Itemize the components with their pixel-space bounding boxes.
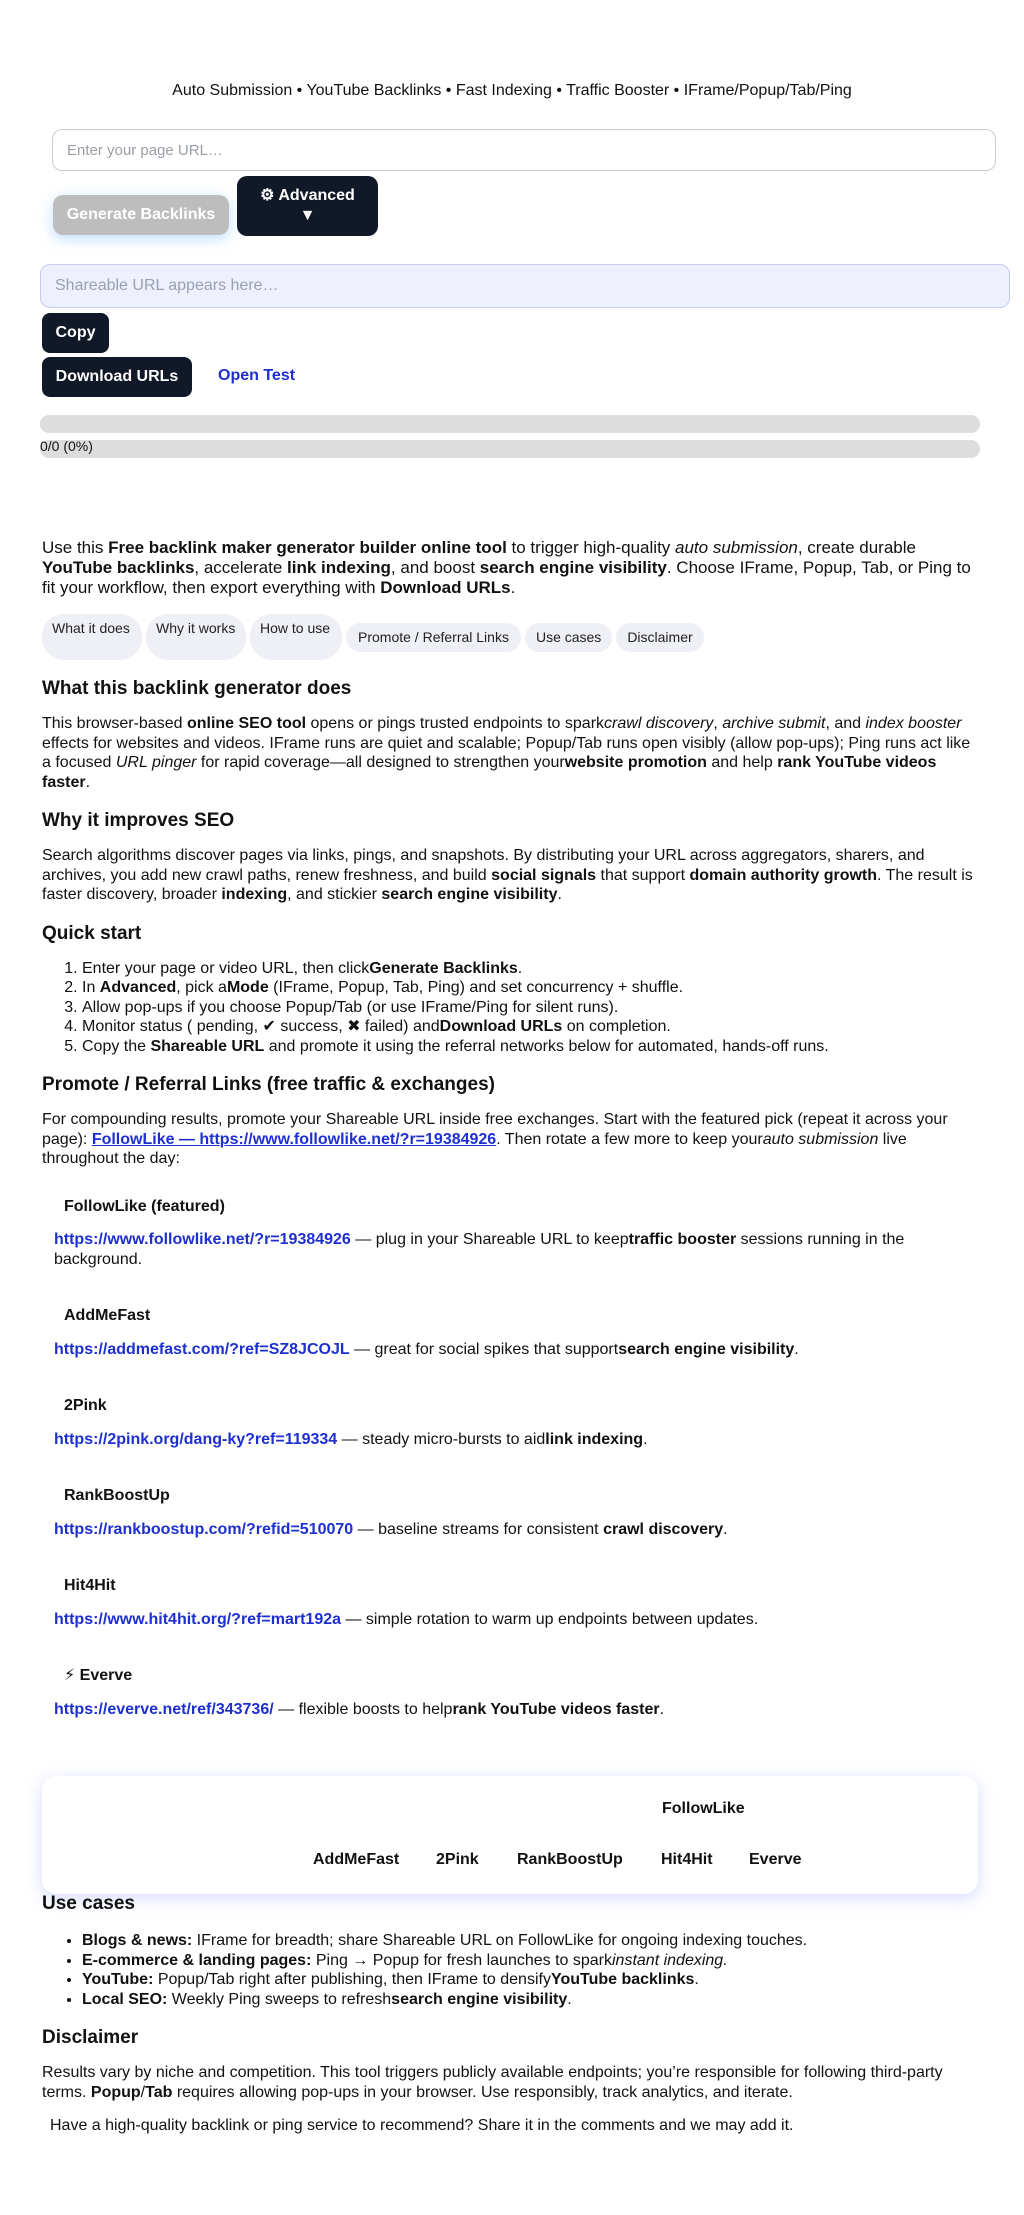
list-item: 2. In Advanced, pick aMode (IFrame, Popup, Tab, Ping) and set concurrency + shuffle.: [82, 978, 982, 998]
copy-button[interactable]: Copy: [42, 313, 109, 353]
tagline: Auto Submission • YouTube Backlinks • Fast Indexing • Traffic Booster • IFrame/Popup/Tab/Ping: [172, 82, 852, 99]
referral-title: Hit4Hit: [64, 1577, 116, 1594]
referral-title: AddMeFast: [64, 1307, 151, 1324]
logo-rankboostup[interactable]: RankBoostUp: [517, 1851, 623, 1868]
progress-track: [40, 440, 980, 458]
use-cases-heading: Use cases: [42, 1893, 135, 1914]
referral-item-followlike: [54, 1197, 982, 1270]
referral-link[interactable]: https://rankboostup.com/?refid=510070: [54, 1520, 354, 1538]
referral-link[interactable]: https://2pink.org/dang-ky?ref=119334: [54, 1430, 338, 1448]
referral-line: https://www.hit4hit.org/?ref=mart192a — simple rotation to warm up endpoints between updates.: [54, 1610, 759, 1628]
referral-item-2pink: [54, 1396, 982, 1449]
promote-paragraph: For compounding results, promote your Shareable URL inside free exchanges. Start with the featured pick (repeat it across your page): FollowLike — https://www.followlike.net/?r=19384926. Then rotate a few more to keep yourauto submission live throughout the day:: [42, 1111, 948, 1167]
logo-hit4hit[interactable]: Hit4Hit: [661, 1851, 713, 1868]
tab-use-cases[interactable]: Use cases: [525, 623, 612, 652]
use-cases-list: [42, 1931, 982, 2009]
list-item: • Local SEO: Weekly Ping sweeps to refreshsearch engine visibility.: [82, 1990, 982, 2010]
section-tabs: [42, 614, 982, 660]
download-urls-button[interactable]: Download URLs: [42, 357, 192, 397]
shareable-url-input[interactable]: [40, 264, 1010, 308]
progress-text: 0/0 (0%): [40, 438, 93, 454]
referral-title: 2Pink: [64, 1397, 107, 1414]
referral-item-everve: [54, 1666, 982, 1719]
quick-start-heading: Quick start: [42, 922, 142, 944]
lower-content: [42, 1893, 982, 2136]
chevron-down-icon: ▼: [299, 207, 316, 224]
open-test-link[interactable]: Open Test: [218, 367, 296, 384]
list-item: • E-commerce & landing pages: Ping → Popup for fresh launches to sparkinstant indexing.: [82, 1951, 982, 1971]
referral-link[interactable]: https://www.followlike.net/?r=19384926: [54, 1231, 351, 1248]
referral-line: https://addmefast.com/?ref=SZ8JCOJL — great for social spikes that supportsearch engine visibility.: [54, 1340, 799, 1358]
tab-what-it-does[interactable]: What it does: [42, 614, 142, 660]
advanced-label: ⚙ Advanced: [260, 187, 355, 204]
what-paragraph: This browser-based online SEO tool opens or pings trusted endpoints to sparkcrawl discovery, archive submit, and index booster effects for websites and videos. IFrame runs are quiet and scalable; Popup/Tab runs open visibly (allow pop-ups); Ping runs act like a focused URL pinger for rapid coverage—all designed to strengthen yourwebsite promotion and help rank YouTube videos faster.: [42, 715, 971, 791]
tab-promote[interactable]: Promote / Referral Links: [346, 623, 521, 652]
referral-line: https://rankboostup.com/?refid=510070 — baseline streams for consistent crawl discovery.: [54, 1520, 728, 1538]
disclaimer-paragraph: Results vary by niche and competition. This tool triggers publicly available endpoints; you’re responsible for following third-party terms. Popup/Tab requires allowing pop-ups in your browser. Use responsibly, track analytics, and iterate.: [42, 2064, 943, 2101]
referral-line: https://www.followlike.net/?r=19384926 — plug in your Shareable URL to keeptraffic booster sessions running in the background.: [54, 1231, 905, 1268]
footer-note: Have a high-quality backlink or ping service to recommend? Share it in the comments and we may add it.: [50, 2117, 794, 2134]
list-item: • YouTube: Popup/Tab right after publishing, then IFrame to densifyYouTube backlinks.: [82, 1970, 982, 1990]
tab-how-to-use[interactable]: How to use: [250, 614, 342, 660]
content: [42, 538, 982, 1719]
logo-addmefast[interactable]: AddMeFast: [313, 1851, 400, 1868]
progress-bar: [40, 415, 980, 433]
referral-link[interactable]: https://www.hit4hit.org/?ref=mart192a: [54, 1610, 342, 1628]
disclaimer-heading: Disclaimer: [42, 2027, 139, 2048]
advanced-toggle-button[interactable]: [237, 176, 378, 236]
url-input[interactable]: [52, 129, 996, 171]
list-item: 4. Monitor status ( pending, ✔ success, ✖ failed) andDownload URLs on completion.: [82, 1017, 982, 1037]
logo-followlike[interactable]: FollowLike: [662, 1800, 745, 1817]
tab-why-it-works[interactable]: Why it works: [146, 614, 246, 660]
referral-item-hit4hit: [54, 1576, 982, 1629]
referral-title: ⚡ Everve: [64, 1667, 133, 1684]
why-heading: Why it improves SEO: [42, 810, 235, 831]
list-item: 1. Enter your page or video URL, then clickGenerate Backlinks.: [82, 959, 982, 979]
logo-everve[interactable]: Everve: [749, 1851, 802, 1868]
tab-disclaimer[interactable]: Disclaimer: [616, 623, 703, 652]
quick-start-list: [42, 959, 982, 1057]
referral-title: FollowLike (featured): [64, 1197, 225, 1215]
promote-heading: Promote / Referral Links (free traffic & exchanges): [42, 1074, 495, 1095]
referral-item-addmefast: [54, 1306, 982, 1359]
referral-link[interactable]: https://everve.net/ref/343736/: [54, 1700, 274, 1718]
intro-paragraph: Use this Free backlink maker generator builder online tool to trigger high-quality auto submission, create durable YouTube backlinks, accelerate link indexing, and boost search engine visibility. Choose IFrame, Popup, Tab, or Ping to fit your workflow, then export everything with Download URLs.: [42, 538, 971, 597]
logo-2pink[interactable]: 2Pink: [436, 1851, 479, 1868]
referral-item-rankboostup: [54, 1486, 982, 1539]
referral-logo-strip: [42, 1776, 978, 1894]
list-item: • Blogs & news: IFrame for breadth; share Shareable URL on FollowLike for ongoing indexing touches.: [82, 1931, 982, 1951]
featured-referral-link[interactable]: FollowLike — https://www.followlike.net/?r=19384926: [91, 1130, 497, 1148]
referral-line: https://2pink.org/dang-ky?ref=119334 — steady micro-bursts to aidlink indexing.: [54, 1430, 648, 1448]
generate-backlinks-button[interactable]: Generate Backlinks: [53, 195, 229, 235]
what-heading: What this backlink generator does: [42, 678, 352, 699]
referral-link[interactable]: https://addmefast.com/?ref=SZ8JCOJL: [54, 1340, 350, 1358]
list-item: 5. Copy the Shareable URL and promote it using the referral networks below for automated, hands-off runs.: [82, 1037, 982, 1057]
referral-line: https://everve.net/ref/343736/ — flexible boosts to helprank YouTube videos faster.: [54, 1700, 665, 1718]
why-paragraph: Search algorithms discover pages via links, pings, and snapshots. By distributing your URL across aggregators, sharers, and archives, you add new crawl paths, renew freshness, and build social signals that support domain authority growth. The result is faster discovery, broader indexing, and stickier search engine visibility.: [42, 847, 973, 903]
list-item: 3. Allow pop-ups if you choose Popup/Tab (or use IFrame/Ping for silent runs).: [82, 998, 982, 1018]
referral-title: RankBoostUp: [64, 1487, 170, 1504]
